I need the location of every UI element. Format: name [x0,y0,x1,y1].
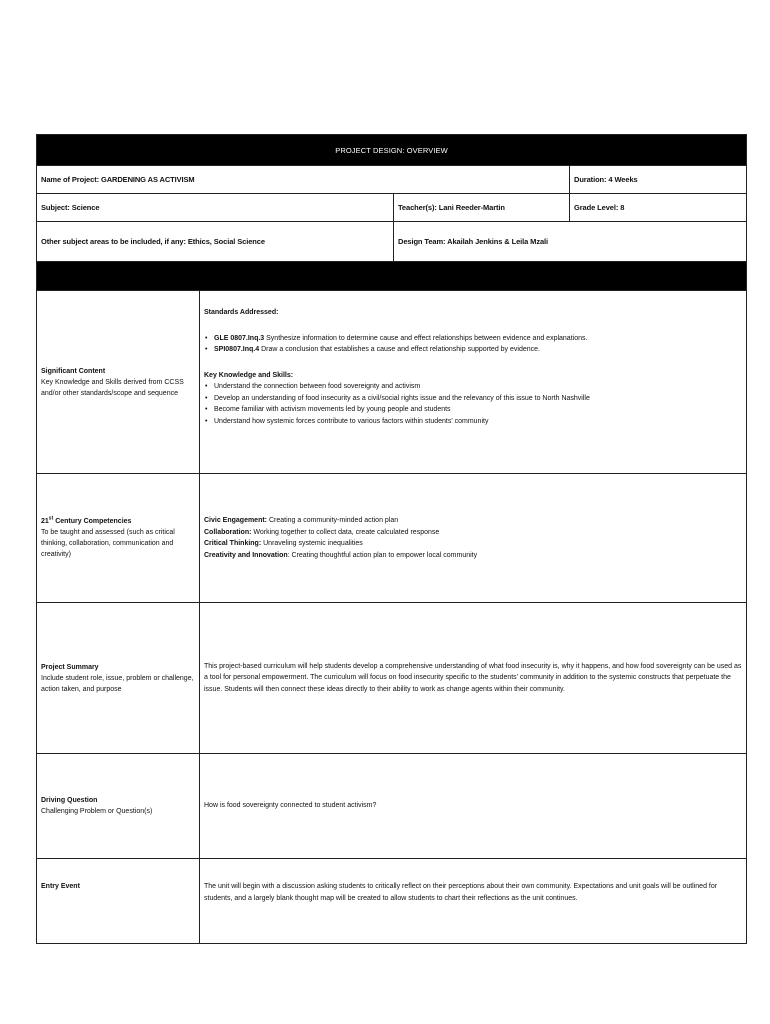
section-content [200,859,746,943]
section-title: Driving Question [41,797,98,804]
page-title: PROJECT DESIGN: OVERVIEW [335,145,448,155]
info-row-project [37,165,746,193]
section-content [200,754,746,858]
section-desc: Include student role, issue, problem or challenge, action taken, and purpose [41,674,194,693]
section-label [37,291,200,473]
section-entry-event [37,858,746,943]
subject-cell: Subject: Science [41,203,100,212]
project-summary-text: This project-based curriculum will help students develop a comprehensive understanding of what food insecurity is, why it happens, and how food sovereignty can be used as a tool for personal empowerment. The curriculum will focus on food insecurity specific to the students' community in addition to the systemic constructs that perpetuate the issue. Students will then connect these ideas directly to their ability to work as change agents within their community. [204,662,742,693]
section-title: 21st Century Competencies [41,515,132,525]
skills-heading: Key Knowledge and Skills: [204,371,294,379]
standards-list [204,333,590,356]
header-bar [37,135,746,165]
list-item: • Develop an understanding of food insecurity as a civil/social rights issue and the relevancy of this issue to North Nashville [204,393,590,405]
section-desc: Challenging Problem or Question(s) [41,808,153,815]
driving-question-text: How is food sovereignty connected to student activism? [204,802,377,810]
list-item: • Understand how systemic forces contribute to various factors within students' community [204,416,590,428]
section-label [37,754,200,858]
info-row-other [37,221,746,261]
teachers-cell: Teacher(s): Lani Reeder-Martin [393,194,569,221]
section-content [200,474,746,602]
standards-heading: Standards Addressed: [204,309,279,316]
section-content [200,291,746,473]
skills-list [204,381,590,427]
entry-event-text: The unit will begin with a discussion asking students to critically reflect on their perceptions about their own community. Expectations and unit goals will be outlined for students, and a largely blank thought map will be created to allow students to chart their reflections as the unit continues. [204,883,718,902]
competency-item: Creativity and Innovation: Creating thoughtful action plan to empower local community [204,551,478,559]
section-desc: Key Knowledge and Skills derived from CCSS and/or other standards/scope and sequence [41,378,184,397]
section-significant-content [37,290,746,473]
section-desc: To be taught and assessed (such as critical thinking, collaboration, communication and creativity) [41,529,175,558]
section-title: Significant Content [41,367,106,375]
list-item: • Understand the connection between food sovereignty and activism [204,381,590,393]
section-project-summary [37,602,746,753]
section-divider-band [37,261,746,290]
section-content [200,603,746,753]
other-subjects-cell: Other subject areas to be included, if any: Ethics, Social Science [41,237,265,246]
section-label [37,603,200,753]
grade-level-cell: Grade Level: 8 [569,194,746,221]
section-label [37,859,200,943]
list-item: • SPI0807.Inq.4 Draw a conclusion that establishes a cause and effect relationship supported by evidence. [204,344,590,356]
competency-item: Collaboration: Working together to collect data, create calculated response [204,528,440,536]
project-design-table [36,134,747,944]
competency-item: Critical Thinking: Unraveling systemic inequalities [204,540,363,547]
project-name-cell: Name of Project: GARDENING AS ACTIVISM [41,175,195,184]
list-item: • GLE 0807.Inq.3 Synthesize information to determine cause and effect relationships between evidence and explanations. [204,333,590,345]
section-label [37,474,200,602]
section-title: Project Summary [41,663,99,671]
duration-cell: Duration: 4 Weeks [569,166,746,193]
competency-item: Civic Engagement: Creating a community-minded action plan [204,517,399,524]
section-title: Entry Event [41,883,80,890]
list-item: • Become familiar with activism movements led by young people and students [204,404,590,416]
info-row-subject [37,193,746,221]
design-team-cell: Design Team: Akailah Jenkins & Leila Mzali [393,222,746,261]
section-driving-question [37,753,746,858]
section-competencies [37,473,746,602]
